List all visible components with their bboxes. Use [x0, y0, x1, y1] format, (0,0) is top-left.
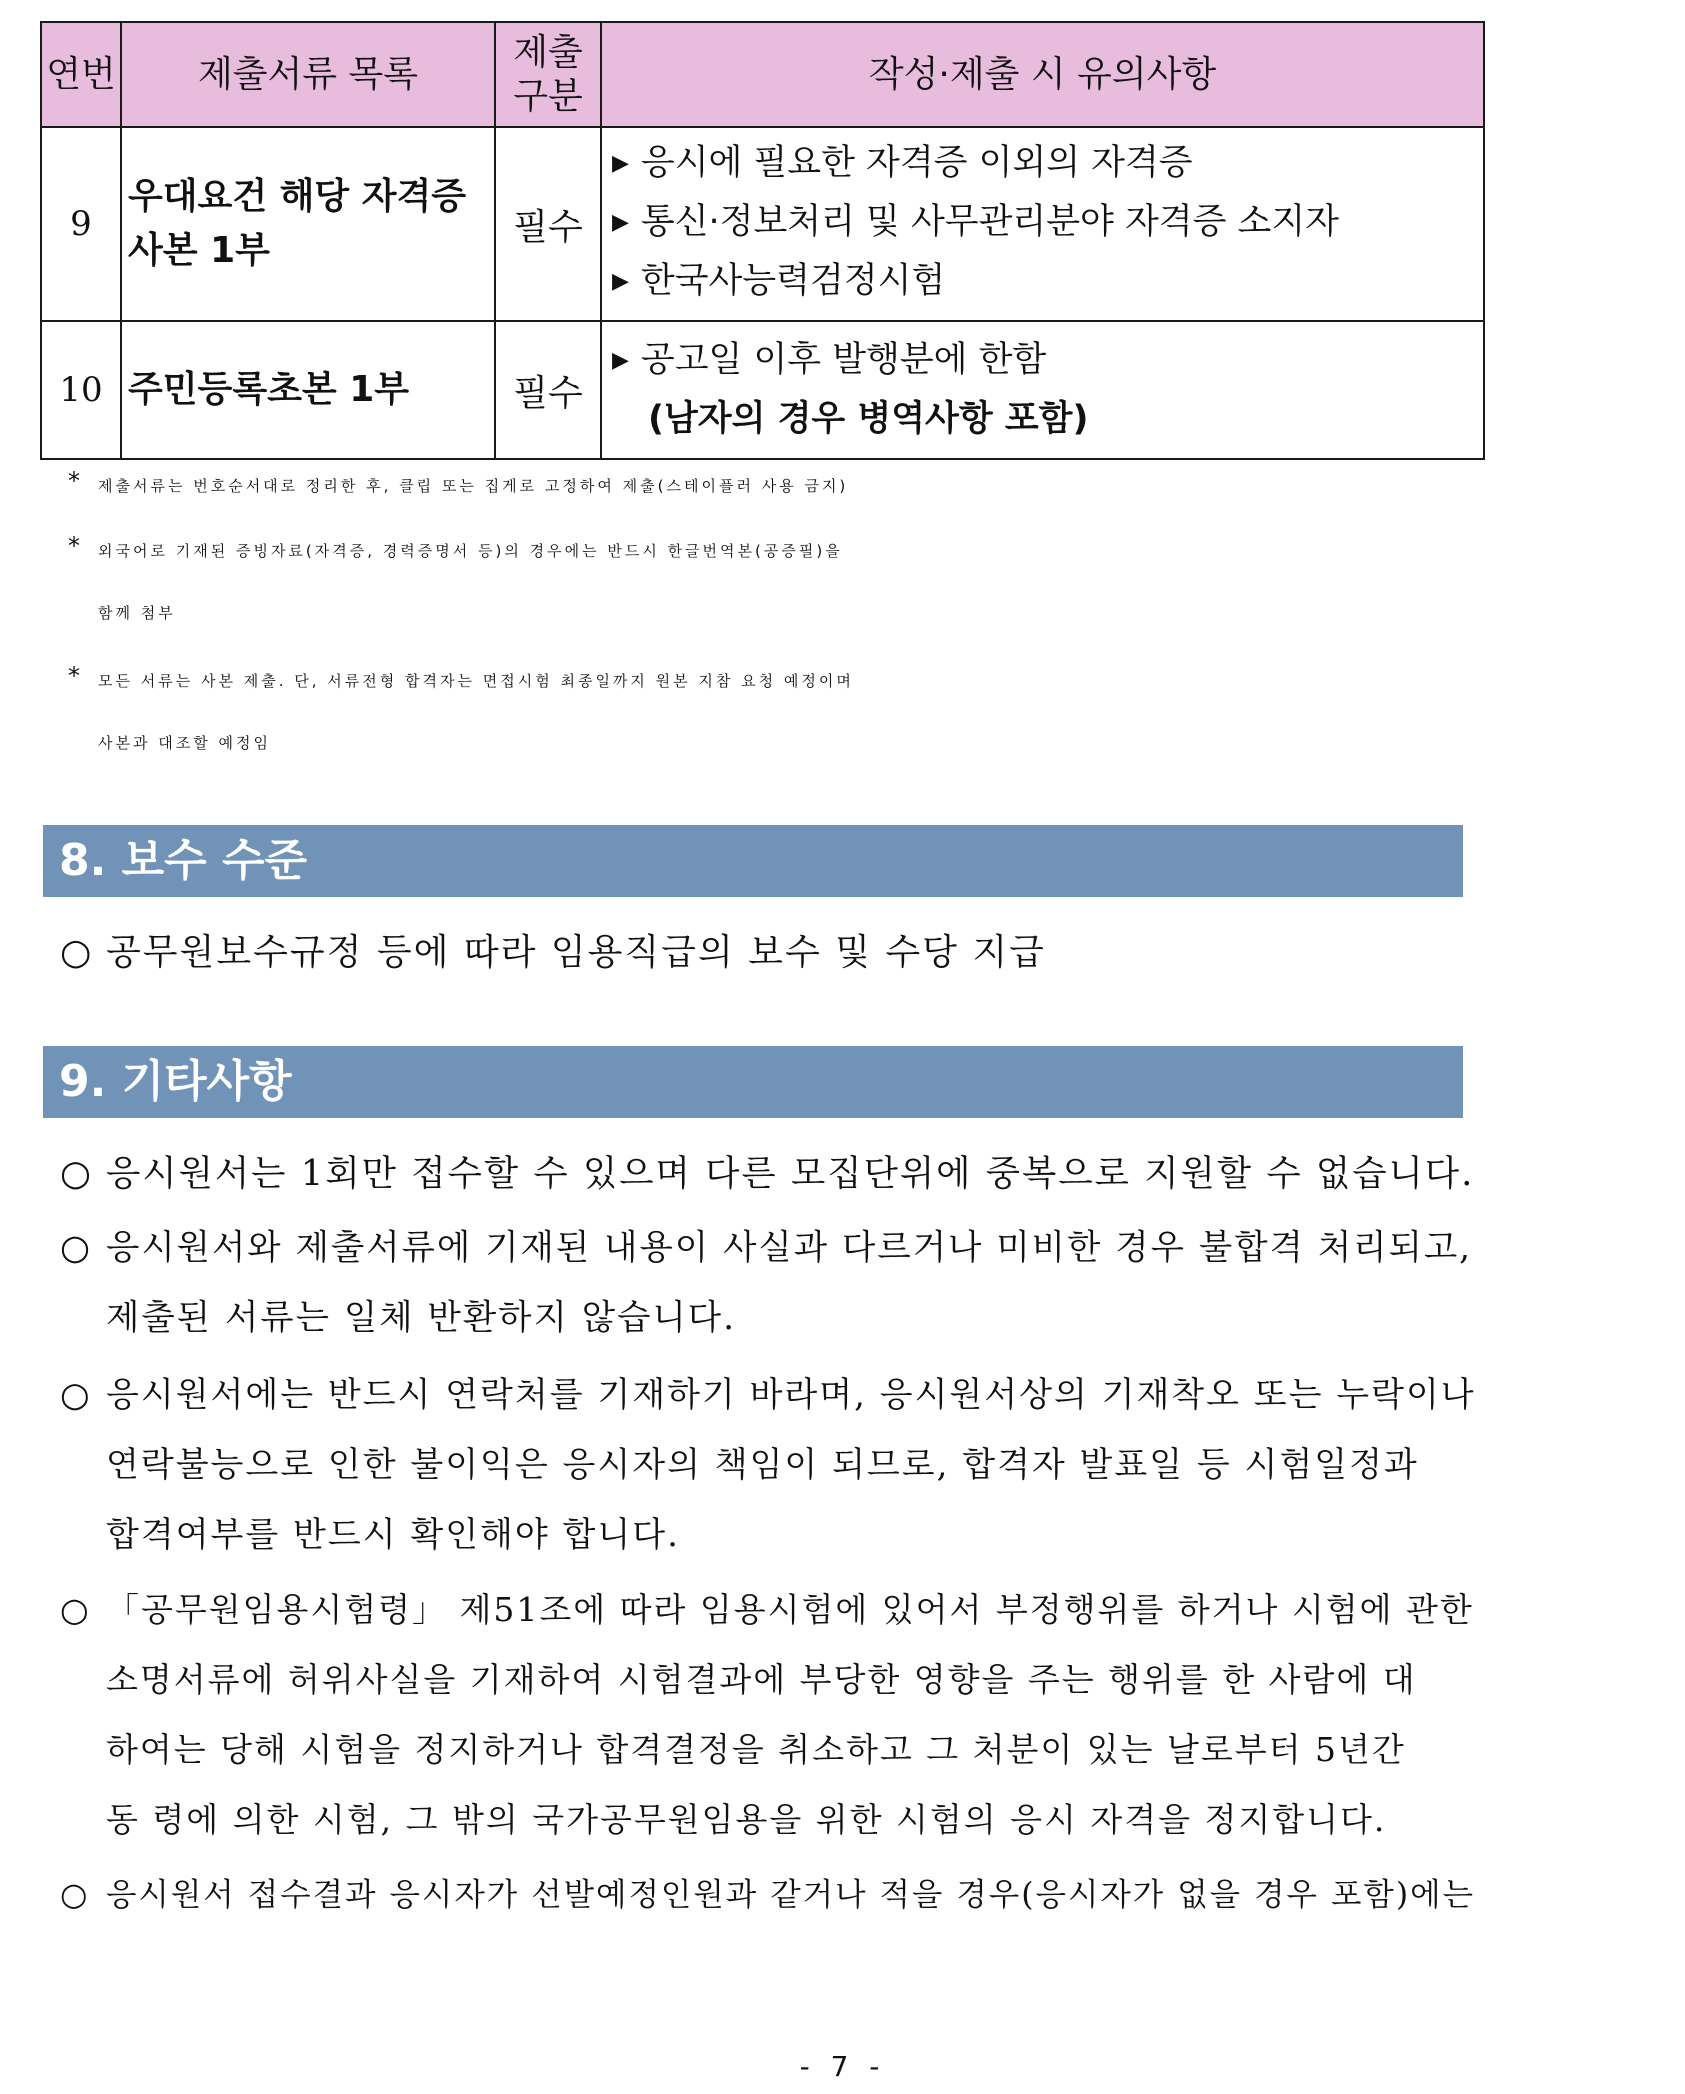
circle-bullet-icon: ○ [60, 1153, 93, 1194]
row-title-line2: 사본 1부 [128, 230, 270, 271]
footnote-text: 제출서류는 번호순서대로 정리한 후, 클립 또는 집게로 고정하여 제출(스테이플러 사용 금지) [98, 477, 849, 495]
row-required: 필수 [495, 127, 601, 321]
paragraph-text: 응시원서는 1회만 접수할 수 있으며 다른 모집단위에 중복으로 지원할 수 없습니다. [106, 1153, 1475, 1194]
section-8-heading: 8. 보수 수준 [43, 825, 1463, 897]
header-docs: 제출서류 목록 [121, 22, 495, 127]
circle-bullet-icon: ○ [60, 1590, 91, 1629]
note-text: 통신·정보처리 및 사무관리분야 자격증 소지자 [640, 201, 1339, 242]
table-row [41, 127, 1484, 321]
section-9-heading: 9. 기타사항 [43, 1046, 1463, 1118]
footnote-text: 외국어로 기재된 증빙자료(자격증, 경력증명서 등)의 경우에는 반드시 한글번역본(공증필)을 [98, 542, 843, 560]
row-notes [601, 321, 1484, 459]
row-title [121, 127, 495, 321]
row-notes [601, 127, 1484, 321]
triangle-bullet-icon: ▶ [612, 150, 629, 176]
footnote-2 [68, 517, 1488, 644]
asterisk-icon: * [68, 467, 83, 495]
paragraph-text: 응시원서에는 반드시 연락처를 기재하기 바라며, 응시원서상의 기재착오 또는 누락이나 [106, 1375, 1476, 1415]
header-notes: 작성·제출 시 유의사항 [601, 22, 1484, 127]
header-submit-line1: 제출 [513, 32, 583, 74]
note-text: 공고일 이후 발행분에 한함 [640, 340, 1047, 380]
circle-bullet-icon: ○ [60, 1228, 93, 1268]
header-num: 연번 [41, 22, 121, 127]
circle-bullet-icon: ○ [60, 1877, 90, 1913]
table-header-row [41, 22, 1484, 127]
table-row [41, 321, 1484, 459]
note-item [612, 254, 1473, 313]
note-item [612, 333, 1473, 392]
paragraph-text-cont: 제출된 서류는 일체 반환하지 않습니다. [106, 1298, 737, 1338]
section-9-paragraph-1 [60, 1139, 1480, 1209]
row-num: 9 [41, 127, 121, 321]
paragraph-text-cont: 하여는 당해 시험을 정지하거나 합격결정을 취소하고 그 처분이 있는 날로부터 5년간 [106, 1730, 1406, 1769]
paragraph-text-cont: 소명서류에 허위사실을 기재하여 시험결과에 부당한 영향을 주는 행위를 한 사람에 대 [106, 1660, 1417, 1699]
row-title-line1: 우대요건 해당 자격증 [128, 176, 467, 217]
row-required: 필수 [495, 321, 601, 459]
footnote-text-cont: 사본과 대조할 예정임 [98, 734, 271, 752]
paragraph-text: 「공무원임용시험령」 제51조에 따라 임용시험에 있어서 부정행위를 하거나 시험에 관한 [106, 1590, 1474, 1629]
note-item [612, 195, 1473, 254]
footnote-text-cont: 함께 첨부 [98, 604, 176, 622]
triangle-bullet-icon: ▶ [612, 348, 629, 373]
note-continuation: (남자의 경우 병역사항 포함) [648, 399, 1089, 439]
paragraph-text-cont: 연락불능으로 인한 불이익은 응시자의 책임이 되므로, 합격자 발표일 등 시험일정과 [106, 1445, 1419, 1485]
footnote-text: 모든 서류는 사본 제출. 단, 서류전형 합격자는 면접시험 최종일까지 원본 지참 요청 예정이며 [98, 672, 854, 690]
header-submit-line2: 구분 [513, 75, 583, 117]
section-8-paragraph [60, 918, 1480, 988]
footnote-3 [68, 647, 1488, 774]
paragraph-text: 공무원보수규정 등에 따라 임용직급의 보수 및 수당 지급 [106, 932, 1046, 973]
page-number: - 7 - [799, 2050, 886, 2083]
triangle-bullet-icon: ▶ [612, 209, 629, 235]
paragraph-text-cont: 합격여부를 반드시 확인해야 합니다. [106, 1515, 680, 1555]
note-item [612, 136, 1473, 195]
paragraph-text: 응시원서와 제출서류에 기재된 내용이 사실과 다르거나 미비한 경우 불합격 처리되고, [106, 1228, 1473, 1268]
row-num: 10 [41, 321, 121, 459]
header-submit-type [495, 22, 601, 127]
circle-bullet-icon: ○ [60, 1375, 92, 1415]
section-9-paragraph-4 [60, 1575, 1480, 1855]
triangle-bullet-icon: ▶ [612, 268, 629, 294]
paragraph-text-cont: 동 령에 의한 시험, 그 밖의 국가공무원임용을 위한 시험의 응시 자격을 정지합니다. [106, 1800, 1387, 1839]
asterisk-icon: * [68, 532, 83, 560]
footnote-1 [68, 452, 1488, 517]
circle-bullet-icon: ○ [60, 932, 94, 973]
asterisk-icon: * [68, 662, 83, 690]
row-title: 주민등록초본 1부 [121, 321, 495, 459]
section-9-paragraph-5 [60, 1860, 1480, 1930]
section-9-paragraph-3 [60, 1360, 1480, 1570]
submission-documents-table [40, 21, 1485, 460]
note-text: 한국사능력검정시험 [640, 260, 946, 301]
paragraph-text: 응시원서 접수결과 응시자가 선발예정인원과 같거나 적을 경우(응시자가 없을 경우 포함)에는 [106, 1877, 1476, 1913]
note-text: 응시에 필요한 자격증 이외의 자격증 [640, 142, 1193, 183]
section-9-paragraph-2 [60, 1213, 1480, 1353]
